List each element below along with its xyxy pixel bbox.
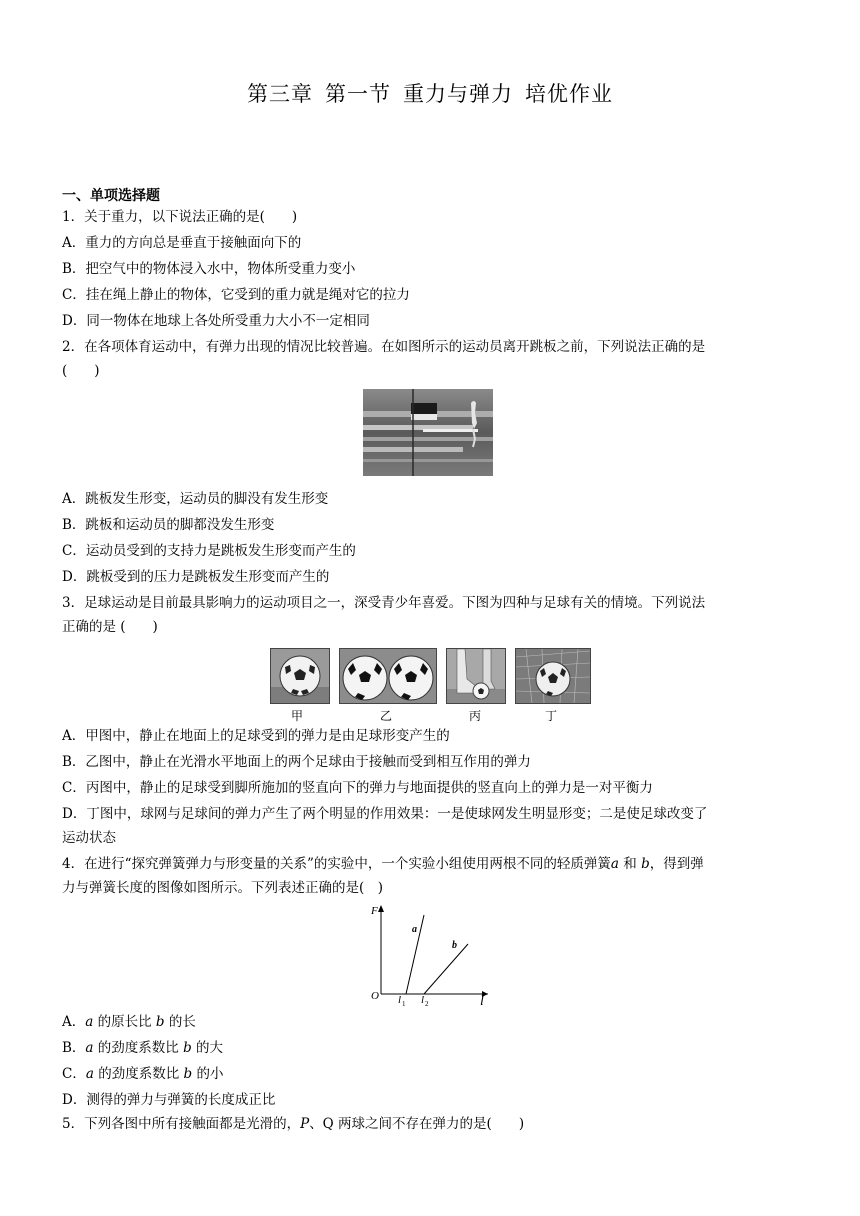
q1-stem: 1．关于重力，以下说法正确的是( ) bbox=[62, 209, 298, 225]
tick-l2-sub: 2 bbox=[425, 1000, 429, 1008]
title-topic: 重力与弹力 bbox=[403, 82, 513, 106]
q3-option-b: B．乙图中，静止在光滑水平地面上的两个足球由于接触而受到相互作用的弹力 bbox=[62, 754, 531, 770]
football-photo-ding bbox=[515, 648, 591, 704]
tick-l2: l bbox=[421, 994, 425, 1006]
q4-option-c: C．a 的劲度系数比 b 的小 bbox=[62, 1066, 224, 1082]
q2-stem: 2．在各项体育运动中，有弹力出现的情况比较普遍。在如图所示的运动员离开跳板之前，下列说法正确的是 bbox=[62, 339, 706, 355]
q3-option-a: A．甲图中，静止在地面上的足球受到的弹力是由足球形变产生的 bbox=[62, 728, 450, 744]
caption-bing: 丙 bbox=[469, 709, 482, 723]
axis-label-l: l bbox=[480, 994, 484, 1008]
q3-option-c: C．丙图中，静止的足球受到脚所施加的竖直向下的弹力与地面提供的竖直向上的弹力是一对平衡力 bbox=[62, 780, 653, 796]
caption-ding: 丁 bbox=[545, 709, 558, 723]
caption-jia: 甲 bbox=[291, 709, 304, 723]
q2-option-a: A．跳板发生形变，运动员的脚没有发生形变 bbox=[62, 491, 329, 507]
q1-option-b: B．把空气中的物体浸入水中，物体所受重力变小 bbox=[62, 261, 356, 277]
title-section: 第一节 bbox=[325, 82, 391, 106]
line-label-a: a bbox=[412, 924, 417, 935]
page-title bbox=[0, 78, 860, 108]
line-label-b: b bbox=[452, 940, 457, 951]
q4-option-a: A．a 的原长比 b 的长 bbox=[62, 1014, 196, 1030]
q1-option-a: A．重力的方向总是垂直于接触面向下的 bbox=[62, 235, 302, 251]
axis-label-F: F bbox=[371, 905, 378, 917]
section-heading: 一、单项选择题 bbox=[62, 188, 160, 204]
q4-stem-cont: 力与弹簧长度的图像如图所示。下列表述正确的是( ) bbox=[62, 880, 384, 896]
football-photo-bing bbox=[446, 648, 506, 704]
q3-stem: 3．足球运动是目前最具影响力的运动项目之一，深受青少年喜爱。下图为四种与足球有关的情境。下列说法 bbox=[62, 595, 706, 611]
tick-l1-sub: 1 bbox=[402, 1000, 406, 1008]
q4-stem: 4．在进行“探究弹簧弹力与形变量的关系”的实验中，一个实验小组使用两根不同的轻质弹簧a 和 b，得到弹 bbox=[62, 856, 704, 872]
tick-l1: l bbox=[398, 994, 402, 1006]
q4-option-d: D．测得的弹力与弹簧的长度成正比 bbox=[62, 1092, 276, 1108]
q3-stem-cont: 正确的是 ( ) bbox=[62, 619, 158, 635]
q3-option-d: D．丁图中，球网与足球间的弹力产生了两个明显的作用效果：一是使球网发生明显形变；二是使足球改变了 bbox=[62, 806, 708, 822]
title-assignment: 培优作业 bbox=[525, 82, 613, 106]
diving-board-photo bbox=[363, 389, 493, 476]
q4-option-b: B．a 的劲度系数比 b 的大 bbox=[62, 1040, 224, 1056]
q2-option-b: B．跳板和运动员的脚都没发生形变 bbox=[62, 517, 275, 533]
football-photo-yi bbox=[339, 648, 437, 704]
title-chapter: 第三章 bbox=[247, 82, 313, 106]
q2-stem-cont: ( ) bbox=[62, 363, 100, 379]
caption-yi: 乙 bbox=[380, 709, 393, 723]
q2-option-c: C．运动员受到的支持力是跳板发生形变而产生的 bbox=[62, 543, 356, 559]
q5-stem: 5．下列各图中所有接触面都是光滑的，P、Q 两球之间不存在弹力的是( ) bbox=[62, 1116, 525, 1132]
q1-option-d: D．同一物体在地球上各处所受重力大小不一定相同 bbox=[62, 313, 370, 329]
origin-label: O bbox=[371, 990, 379, 1002]
spring-force-graph bbox=[366, 902, 492, 1008]
q2-option-d: D．跳板受到的压力是跳板发生形变而产生的 bbox=[62, 569, 330, 585]
q3-option-d-cont: 运动状态 bbox=[62, 830, 116, 846]
football-photo-jia bbox=[270, 648, 330, 704]
q1-option-c: C．挂在绳上静止的物体，它受到的重力就是绳对它的拉力 bbox=[62, 287, 410, 303]
